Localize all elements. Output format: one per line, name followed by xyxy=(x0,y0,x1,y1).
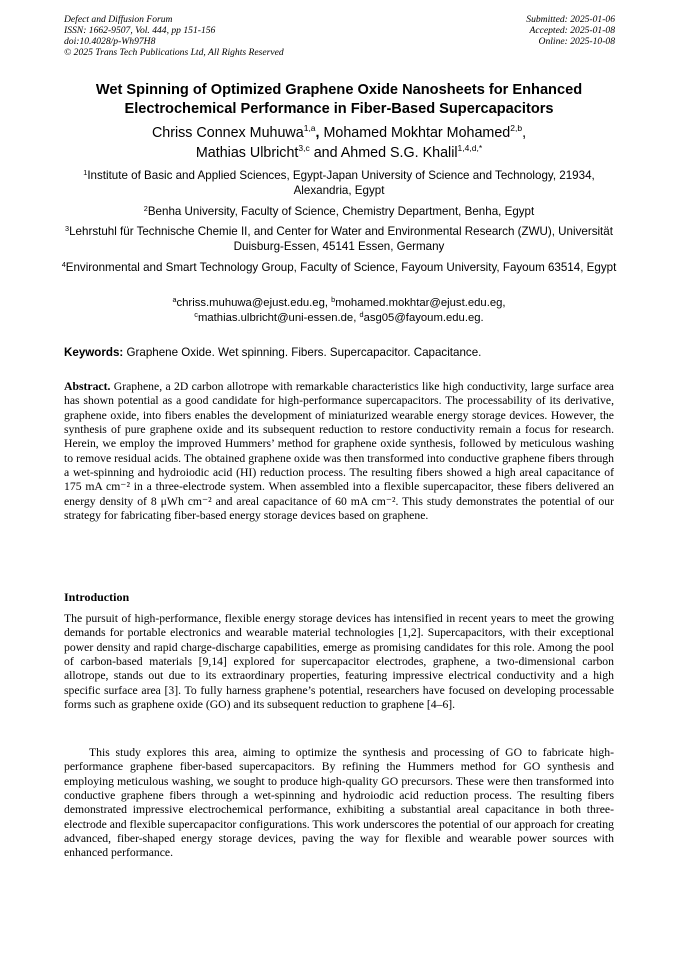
affiliation-text: Institute of Basic and Applied Sciences, Egypt-Japan University of Science and Technology, 21934, Alexandria, Egypt xyxy=(87,169,595,198)
affiliation-2 xyxy=(55,204,623,219)
author-separator: , xyxy=(315,125,324,141)
author-sup: 2,b xyxy=(510,123,523,133)
author-list xyxy=(40,124,638,163)
intro-paragraph-2: This study explores this area, aiming to optimize the synthesis and processing of GO to fabricate high-performance graphene fiber-based supercapacitors. By refining the Hummers method for GO synthesis and employing meticulous washing, we sought to produce high-quality GO precursors. These were then transformed into conductive graphene fibers through a wet-spinning and hydroiodic acid reduction process. The resulting fibers demonstrated impressive electrochemical performance, exhibiting a substantial areal capacitance in both three-electrode and flexible supercapacitor configurations. This work underscores the potential of our approach for creating advanced, fiber-shaped energy storage devices, paving the way for flexible and wearable power sources with enhanced performance. xyxy=(64,746,614,860)
email-address: chriss.muhuwa@ejust.edu.eg, xyxy=(176,297,332,309)
abstract-text: Graphene, a 2D carbon allotrope with remarkable characteristics like high conductivity, large surface area has shown potential as a good candidate for high-performance supercapacitors. The processability of its derivative, graphene oxide, into fibers enables the development of miniaturized wearable energy storage devices. However, the synthesis of pure graphene oxide and its subsequent reduction to restore conductivity remain a focus for research. Herein, we employ the improved Hummers’ method for graphene oxide synthesis, followed by meticulous washing to remove residual acids. The obtained graphene oxide was then transformed into conductive graphene fibers through a wet-spinning and hydroiodic acid (HI) reduction process. The resulting fibers showed a high areal capacitance of 175 mA cm⁻² in a three-electrode system. When assembled into a flexible supercapacitor, these fibers delivered an energy density of 8 μWh cm⁻² and areal capacitance of 60 mA cm⁻². This study demonstrates the potential of our strategy for fabricating fiber-based energy storage devices based on graphene. xyxy=(64,380,614,523)
author-name: Mathias Ulbricht xyxy=(195,144,299,161)
affiliation-sup: 4 xyxy=(61,260,66,269)
online-date: Online: 2025-10-08 xyxy=(538,35,615,47)
email-sup: a xyxy=(172,295,177,304)
author-sup: 3,c xyxy=(298,142,310,153)
author-name: Chriss Connex Muhuwa xyxy=(151,125,304,141)
authors-line-2 xyxy=(40,144,638,164)
affiliation-1 xyxy=(55,168,623,198)
abstract xyxy=(64,380,614,523)
keywords xyxy=(64,346,624,360)
author-sup: 1,a xyxy=(303,123,316,133)
keywords-label: Keywords: xyxy=(64,346,124,359)
affiliation-sup: 2 xyxy=(143,204,148,213)
affiliation-text: Lehrstuhl für Technische Chemie II, and Center for Water and Environmental Research (ZWU), Universität Duisburg-Essen, 45141 Essen, Germany xyxy=(69,225,613,254)
section-heading: Introduction xyxy=(64,590,130,604)
emails-line-1 xyxy=(55,296,623,311)
submitted-date: Submitted: 2025-01-06 xyxy=(526,14,615,25)
paper-title xyxy=(40,81,638,118)
affiliation-4 xyxy=(55,260,623,275)
title-line-2: Electrochemical Performance in Fiber-Based Supercapacitors xyxy=(124,100,554,117)
affiliation-3 xyxy=(55,224,623,254)
abstract-label: Abstract. xyxy=(64,380,111,393)
email-sup: b xyxy=(331,295,336,304)
email-sup: d xyxy=(359,310,364,320)
keywords-text: Graphene Oxide. Wet spinning. Fibers. Supercapacitor. Capacitance. xyxy=(123,346,482,359)
email-list xyxy=(55,296,623,327)
copyright: © 2025 Trans Tech Publications Ltd, All Rights Reserved xyxy=(64,46,284,58)
affiliation-text: Environmental and Smart Technology Group, Faculty of Science, Fayoum University, Fayoum 63514, Egypt xyxy=(65,261,617,274)
author-separator: , xyxy=(522,125,527,141)
emails-line-2 xyxy=(55,311,623,326)
email-address: mohamed.mokhtar@ejust.edu.eg, xyxy=(335,297,506,309)
accepted-date: Accepted: 2025-01-08 xyxy=(529,24,615,36)
author-name: Mohamed Mokhtar Mohamed xyxy=(323,125,511,141)
journal-header xyxy=(64,15,284,59)
journal-name: Defect and Diffusion Forum xyxy=(64,14,173,25)
author-name: Ahmed S.G. Khalil xyxy=(340,144,458,161)
issn: ISSN: 1662-9507, Vol. 444, pp 151-156 xyxy=(64,24,216,36)
author-conjunction: and xyxy=(309,144,341,161)
author-sup: 1,4,d,* xyxy=(457,142,483,153)
affiliation-text: Benha University, Faculty of Science, Chemistry Department, Benha, Egypt xyxy=(147,205,535,218)
email-sup: c xyxy=(194,310,198,320)
affiliation-sup: 3 xyxy=(65,224,70,233)
affiliation-sup: 1 xyxy=(83,168,88,177)
authors-line-1 xyxy=(40,124,638,144)
intro-paragraph-1: The pursuit of high-performance, flexible energy storage devices has intensified in recent years to meet the growing demands for portable electronics and wearable material technologies [1,2]. Supercapacitors, with their exceptional power density and rapid charge-discharge capabilities, emerge as promising candidates for this role. Among the pool of carbon-based materials [9,14] explored for supercapacitor electrodes, graphene, a two-dimensional carbon allotrope, stands out due to its extraordinary properties, featuring impressive electrical conductivity and a high specific surface area [3]. To fully harness graphene’s potential, researchers have focused on developing processable forms such as graphene oxide (GO) and its subsequent reduction to graphene [4–6]. xyxy=(64,612,614,712)
email-address: mathias.ulbricht@uni-essen.de, xyxy=(197,312,360,325)
dates-header xyxy=(526,15,615,48)
email-address: asg05@fayoum.edu.eg. xyxy=(363,312,484,325)
doi: doi:10.4028/p-Wh97H8 xyxy=(64,35,156,47)
title-line-1: Wet Spinning of Optimized Graphene Oxide Nanosheets for Enhanced xyxy=(95,82,583,98)
